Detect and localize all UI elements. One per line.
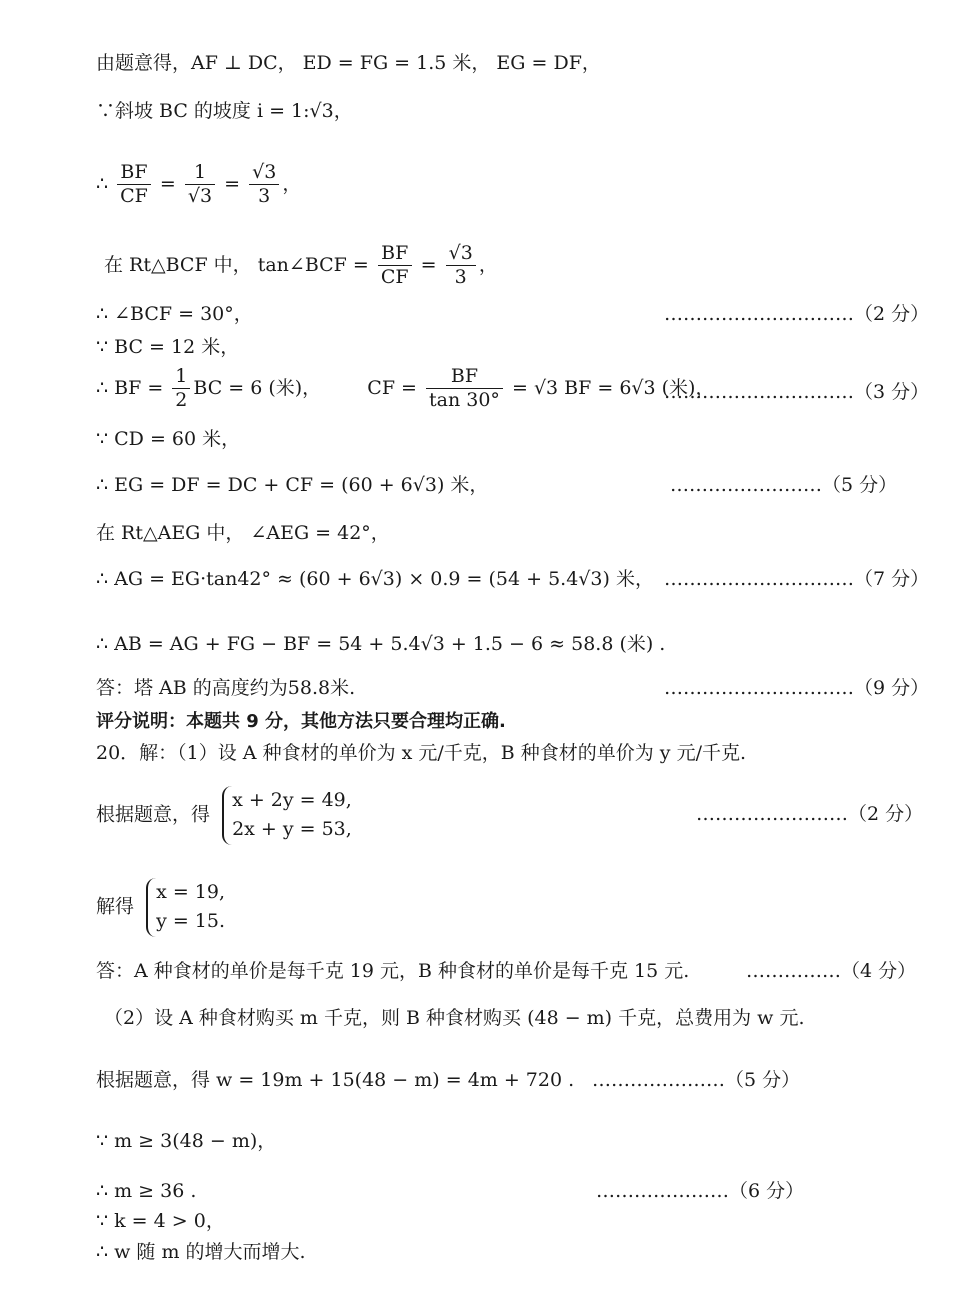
line-answer-prices: 答：A 种食材的单价是每千克 19 元，B 种食材的单价是每千克 15 元. [96,960,690,982]
line-system-1: 根据题意，得 x + 2y = 49, 2x + y = 53, [96,786,352,845]
line-w-increasing: ∴ w 随 m 的增大而增大. [96,1241,306,1263]
line-bc: ∵ BC = 12 米， [96,336,240,358]
line-cd: ∵ CD = 60 米， [96,428,241,450]
score-4: ……………（4 分） [746,960,917,982]
score-2a: …………………………（2 分） [664,303,930,325]
score-9: …………………………（9 分） [664,677,930,699]
line-w-function: 根据题意，得 w = 19m + 15(48 − m) = 4m + 720 . [96,1069,575,1091]
line-k: ∵ k = 4 > 0， [96,1210,225,1232]
scoring-note: 评分说明：本题共 9 分，其他方法只要合理均正确. [96,711,506,732]
fraction-bf-tan30: $\frac{BF}{\tan 30^\circ}$ [426,366,503,412]
fraction-sqrt3-3-2: $\frac{√3}{3}$ [446,243,476,289]
line-ab: ∴ AB = AG + FG − BF = 54 + 5.4√3 + 1.5 − 6 ≈ 58.8 (米) . [96,633,666,655]
score-6: …………………（6 分） [596,1180,805,1202]
therefore-symbol: ∴ [96,172,109,195]
line-ag: ∴ AG = EG·tan42° ≈ (60 + 6√3) × 0.9 = (54 + 5.4√3) 米， [96,568,654,590]
fraction-sqrt3-3: $\frac{√3}{3}$ [249,162,279,208]
line-m-range: ∴ m ≥ 36 . [96,1180,197,1202]
problem-20-part2: （2）设 A 种食材购买 m 千克，则 B 种食材购买 (48 − m) 千克，总费用为 w 元. [104,1007,805,1029]
line-inequality: ∵ m ≥ 3(48 − m)， [96,1130,277,1152]
score-5a: ……………………（5 分） [670,474,898,496]
line-given: 由题意得，AF ⊥ DC， ED = FG = 1.5 米， EG = DF， [96,52,601,74]
line-system-2: 解得 x = 19, y = 15. [96,878,225,937]
problem-20-intro: 20．解：（1）设 A 种食材的单价为 x 元/千克，B 种食材的单价为 y 元/千克. [96,742,747,764]
score-2b: ……………………（2 分） [696,803,924,825]
line-eg: ∴ EG = DF = DC + CF = (60 + 6√3) 米， [96,474,489,496]
fraction-bf-cf-2: $\frac{BF}{CF}$ [378,243,412,289]
line-rt-aeg: 在 Rt△AEG 中， ∠AEG = 42°， [96,522,390,544]
line-answer-ab: 答：塔 AB 的高度约为58.8米. [96,677,356,699]
score-3: …………………………（3 分） [664,381,930,403]
line-tan-bcf: 在 Rt△BCF 中， tan∠BCF = $\frac{BF}{CF}$ = $\frac{√3}{3}$ ， [104,242,498,288]
score-7: …………………………（7 分） [664,568,930,590]
fraction-half: $\frac{1}{2}$ [172,366,190,412]
fraction-1-sqrt3: $\frac{1}{√3}$ [185,162,215,208]
line-bf-cf: ∴ BF = $\frac{1}{2}$ BC = 6 (米)， CF = $\frac{BF}{\tan 30^\circ}$ = √3 BF = 6√3 (米)， [96,365,715,411]
equation-system-2: x = 19, y = 15. [146,878,225,937]
score-5b: …………………（5 分） [592,1069,801,1091]
line-ratio: ∴ $\frac{BF}{CF}$ = $\frac{1}{√3}$ = $\frac{√3}{3}$ ， [96,161,302,207]
equation-system-1: x + 2y = 49, 2x + y = 53, [222,786,352,845]
line-angle-bcf: ∴ ∠BCF = 30°， [96,303,253,325]
line-slope: ∵斜坡 BC 的坡度 i = 1:√3， [96,100,353,122]
fraction-bf-cf: $\frac{BF}{CF}$ [117,162,151,208]
